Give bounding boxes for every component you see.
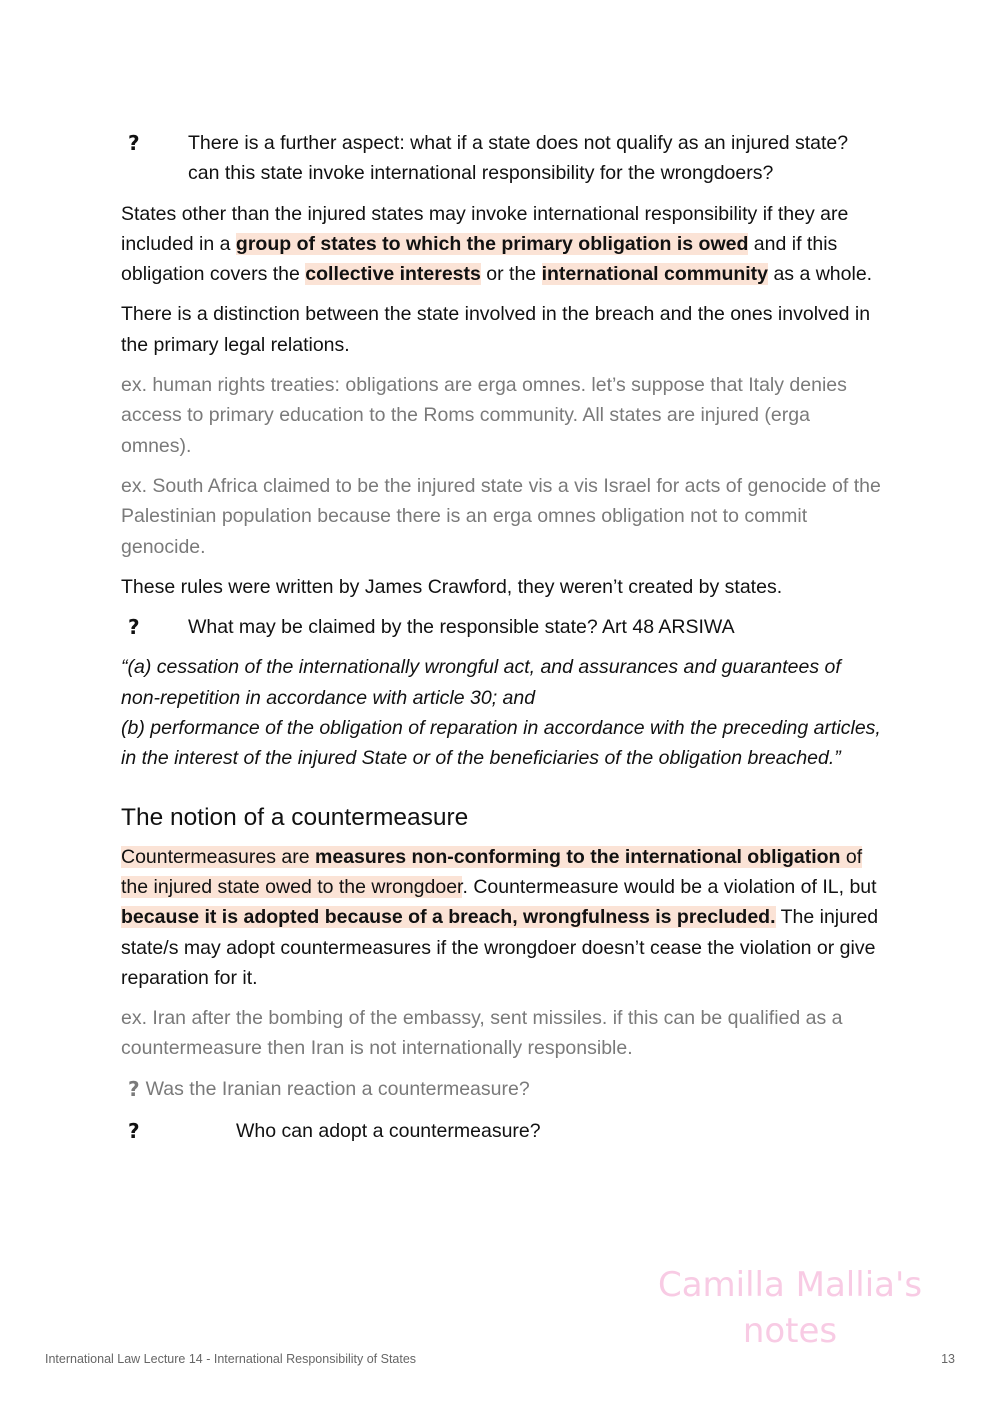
watermark [640,1262,940,1354]
example-iran: ex. Iran after the bombing of the embassy, sent missiles. if this can be qualified as a countermeasure then Iran is not internationally responsible. [121,1007,843,1060]
question-block [121,612,881,642]
quote-line-a: “(a) cessation of the internationally wrongful act, and assurances and guarantees of non-repetition in accordance with article 30; and [121,656,841,709]
page-number: 13 [941,1352,955,1366]
text-run: The injured state/s may adopt countermeasures if the wrongdoer doesn’t cease the violation or give reparation for it. [121,906,879,989]
highlight-non-conforming: measures non-conforming to the international obligation [315,845,841,868]
art48-quote [121,652,881,773]
text-run: and if this obligation covers the [121,232,838,286]
quote-line-b: (b) performance of the obligation of reparation in accordance with the preceding articles, in the interest of the injured State or of the beneficiaries of the obligation breached.” [121,717,881,770]
question-text: Who can adopt a countermeasure? [236,1120,541,1143]
question-text: There is a further aspect: what if a state does not qualify as an injured state? can this state invoke international responsibility for the wrongdoers? [188,132,849,185]
question-mark-icon: ? [128,1119,140,1144]
paragraph-distinction: There is a distinction between the state involved in the breach and the ones involved in the primary legal relations. [121,303,871,356]
highlight-international-community: international community [541,263,769,286]
text-run: or the [480,263,542,286]
page-footer [45,1352,955,1366]
footer-title: International Law Lecture 14 - International Responsibility of States [45,1352,417,1366]
text-run: States other than the injured states may invoke international responsibility if they are included in a [121,202,849,255]
question-mark-icon: ? [128,615,140,640]
highlight-wrongfulness-precluded: because it is adopted because of a breach, wrongfulness is precluded. [121,906,776,929]
question-text: What may be claimed by the responsible state? Art 48 ARSIWA [188,616,735,639]
text-run: . Countermeasure would be a violation of IL, but [462,875,877,898]
watermark-line: Camilla Mallia's [657,1265,923,1305]
question-block [121,128,881,189]
section-heading: The notion of a countermeasure [121,803,469,831]
highlight-text-run: of the injured state owed to the wrongdoer [121,845,863,898]
question-text: Was the Iranian reaction a countermeasure? [145,1077,530,1100]
example-human-rights: ex. human rights treaties: obligations are erga omnes. let’s suppose that Italy denies access to primary education to the Roms community. All states are injured (erga omnes). [121,374,847,457]
paragraph-other-states [121,199,881,290]
example-south-africa: ex. South Africa claimed to be the injured state vis a vis Israel for acts of genocide of the Palestinian population because there is an erga omnes obligation not to commit genocide. [121,474,881,558]
highlight-collective-interests: collective interests [305,263,481,286]
paragraph-crawford: These rules were written by James Crawford, they weren’t created by states. [121,575,783,598]
watermark-line: notes [742,1311,838,1351]
text-run: as a whole. [768,263,873,286]
question-mark-icon: ? [128,1076,140,1101]
highlight-group-of-states: group of states to which the primary obligation is owed [235,232,749,255]
question-block [121,1116,881,1146]
question-mark-icon: ? [128,131,140,155]
question-block-gray [121,1074,881,1104]
highlight-text-run: Countermeasures are [121,845,316,868]
paragraph-countermeasures [121,842,881,993]
page-content [121,128,881,1156]
